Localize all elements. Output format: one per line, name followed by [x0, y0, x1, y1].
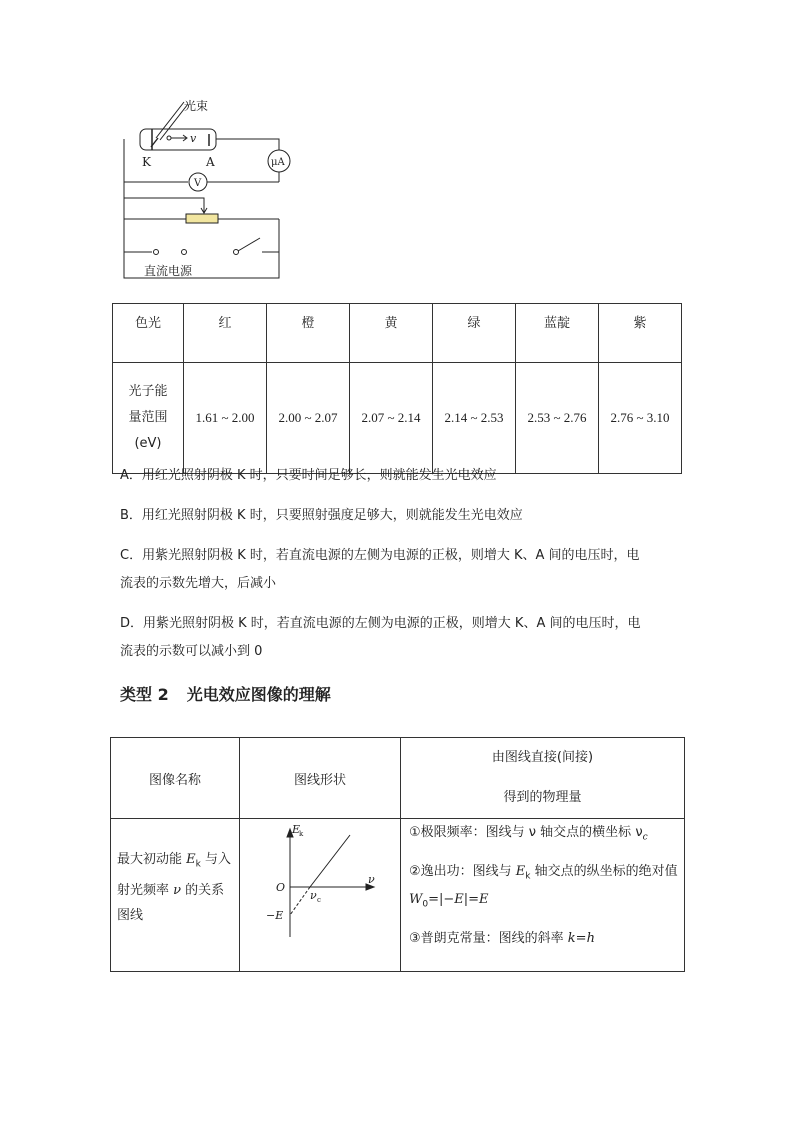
option-b: B．用红光照射阴极 K 时，只要照射强度足够大，则就能发生光电效应 [120, 508, 523, 523]
color-energy-table [112, 303, 682, 474]
table-header-energy: 光子能 量范围 (eV) [113, 363, 184, 474]
intercept-x-label: ν [310, 889, 317, 902]
energy-range-cell: 2.53 ~ 2.76 [516, 363, 599, 474]
cathode-label: K [142, 155, 151, 169]
y-axis-sub: k [299, 830, 304, 838]
color-cell: 黄 [350, 304, 433, 363]
rheostat [186, 214, 218, 223]
energy-range-cell: 1.61 ~ 2.00 [184, 363, 267, 474]
option-c: C．用紫光照射阴极 K 时，若直流电源的左侧为电源的正极，则增大 K、A 间的电压时，电 流表的示数先增大，后减小 [120, 548, 640, 591]
switch [238, 238, 260, 251]
energy-range-cell: 2.14 ~ 2.53 [433, 363, 516, 474]
option-d: D．用紫光照射阴极 K 时，若直流电源的左侧为电源的正极，则增大 K、A 间的电压时，电 流表的示数可以减小到 0 [120, 616, 641, 659]
color-cell: 蓝靛 [516, 304, 599, 363]
graph-shape-cell [240, 819, 401, 972]
energy-range-cell: 2.07 ~ 2.14 [350, 363, 433, 474]
ek-line [310, 835, 350, 887]
origin-label: O [276, 881, 286, 894]
quantity-2: ②逸出功：图线与 $E_k$ 轴交点的纵坐标的绝对值 $W_0=|-E|=E$ [409, 863, 678, 910]
quantity-3: ③普朗克常量：图线的斜率 k=h [409, 930, 595, 946]
x-axis-label: ν [368, 873, 375, 886]
graph-name-cell: 最大初动能 $E_k$ 与入射光频率 ν 的关系图线 [111, 819, 240, 972]
col-header-name: 图像名称 [111, 738, 240, 819]
light-beam [156, 102, 184, 138]
graph-table [110, 737, 685, 972]
power-label: 直流电源 [144, 264, 193, 278]
anode-label: A [206, 155, 215, 169]
quantity-1: ①极限频率：图线与 ν 轴交点的横坐标 $\nu_c$ [409, 825, 648, 843]
intercept-x-sub: c [317, 896, 321, 904]
beam-label: 光束 [184, 99, 209, 113]
col-header-quantity: 由图线直接(间接) 得到的物理量 [401, 738, 685, 819]
voltmeter-label: V [194, 178, 202, 189]
intercept-y-label: −E [266, 909, 284, 922]
ek-extension [290, 887, 310, 915]
color-cell: 绿 [433, 304, 516, 363]
option-a: A．用红光照射阴极 K 时，只要时间足够长，则就能发生光电效应 [120, 468, 497, 483]
section-heading [120, 682, 331, 705]
electron-velocity-label: v [190, 132, 197, 145]
energy-range-cell: 2.00 ~ 2.07 [267, 363, 350, 474]
photoelectric-circuit-diagram [112, 92, 312, 282]
energy-range-cell: 2.76 ~ 3.10 [599, 363, 682, 474]
section-label: 类型 2 [120, 685, 169, 704]
color-cell: 紫 [599, 304, 682, 363]
microammeter-label: μA [271, 157, 285, 168]
y-axis-label: E [292, 823, 301, 836]
color-cell: 橙 [267, 304, 350, 363]
col-header-shape: 图线形状 [240, 738, 401, 819]
section-title: 光电效应图像的理解 [186, 685, 331, 704]
quantity-cell [401, 819, 685, 972]
color-cell: 红 [184, 304, 267, 363]
table-header-color: 色光 [113, 304, 184, 363]
ek-nu-graph [240, 819, 400, 967]
